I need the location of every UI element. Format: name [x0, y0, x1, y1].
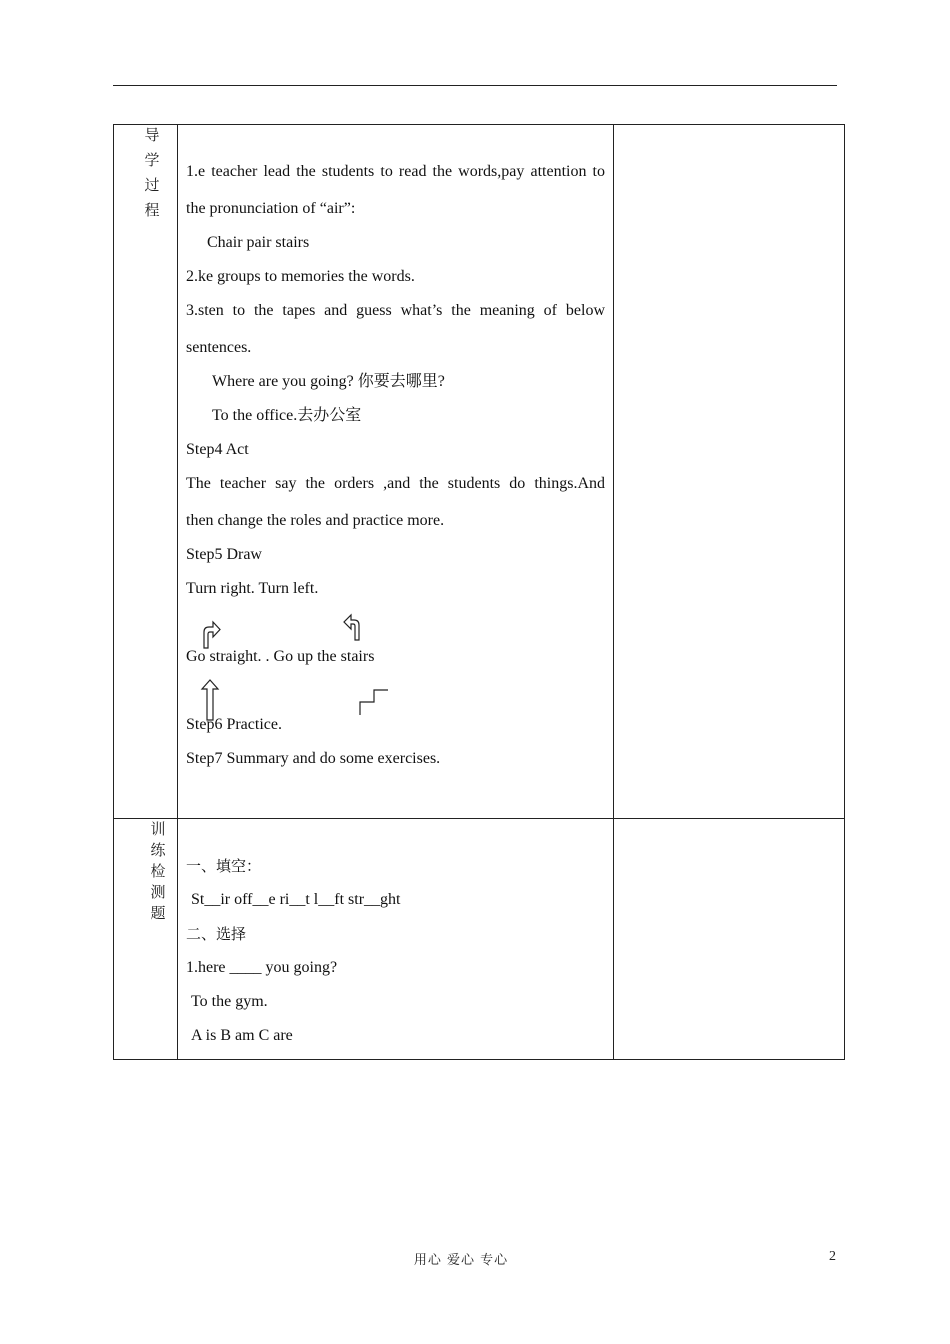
lesson-table: [113, 124, 845, 1060]
exercise-label: [148, 819, 168, 924]
stairs-icon: [358, 688, 390, 716]
label-char: 训: [150, 820, 166, 838]
guide-line-1: 1.e teacher lead the students to read the words,pay attention to: [186, 163, 605, 180]
label-char: 导: [144, 126, 160, 144]
guide-line-2: the pronunciation of “air”:: [186, 200, 356, 217]
go-directions-line: Go straight. . Go up the stairs: [186, 648, 375, 665]
exercise-notes-cell: [614, 819, 845, 1060]
step6-heading: Step6 Practice.: [186, 716, 282, 733]
guide-line-11: then change the roles and practice more.: [186, 512, 445, 529]
straight-up-arrow-icon: [200, 679, 220, 721]
guide-notes-cell: [614, 125, 845, 819]
guide-label-cell: [114, 125, 178, 819]
label-char: 练: [150, 841, 166, 859]
choice-question: 1.here ____ you going?: [186, 959, 338, 976]
turn-left-arrow-icon: [342, 611, 364, 641]
choice-heading: 二、选择: [186, 925, 247, 943]
exercise-content-cell: [178, 819, 614, 1060]
guide-line-4: 2.ke groups to memories the words.: [186, 268, 415, 285]
label-char: 测: [150, 883, 166, 901]
label-char: 题: [150, 904, 166, 922]
guide-line-7: Where are you going? 你要去哪里?: [212, 373, 445, 390]
fill-blank-words: St__ir off__e ri__t l__ft str__ght: [191, 891, 401, 908]
fill-blank-heading: 一、填空：: [186, 857, 262, 875]
guide-line-10: The teacher say the orders ,and the students do things.And: [186, 475, 605, 492]
exercise-label-cell: [114, 819, 178, 1060]
step7-heading: Step7 Summary and do some exercises.: [186, 750, 441, 767]
guide-process-label: [142, 125, 162, 221]
choice-options: A is B am C are: [191, 1027, 293, 1044]
guide-line-5: 3.sten to the tapes and guess what’s the meaning of below: [186, 302, 605, 319]
step4-heading: Step4 Act: [186, 441, 249, 458]
guide-line-6: sentences.: [186, 339, 252, 356]
choice-answer-line: To the gym.: [191, 993, 268, 1010]
guide-line-3: Chair pair stairs: [207, 234, 310, 251]
label-char: 学: [144, 151, 160, 169]
guide-process-row: [114, 125, 845, 819]
page-number: 2: [829, 1249, 836, 1264]
header-rule: [113, 85, 837, 86]
guide-line-8: To the office.去办公室: [212, 407, 362, 424]
label-char: 检: [150, 862, 166, 880]
turn-directions-line: Turn right. Turn left.: [186, 580, 319, 597]
footer-motto: 用心 爱心 专心: [413, 1253, 509, 1268]
guide-content-cell: [178, 125, 614, 819]
exercise-row: [114, 819, 845, 1060]
label-char: 过: [144, 176, 160, 194]
label-char: 程: [144, 201, 160, 219]
turn-right-arrow-icon: [200, 619, 222, 649]
step5-heading: Step5 Draw: [186, 546, 262, 563]
